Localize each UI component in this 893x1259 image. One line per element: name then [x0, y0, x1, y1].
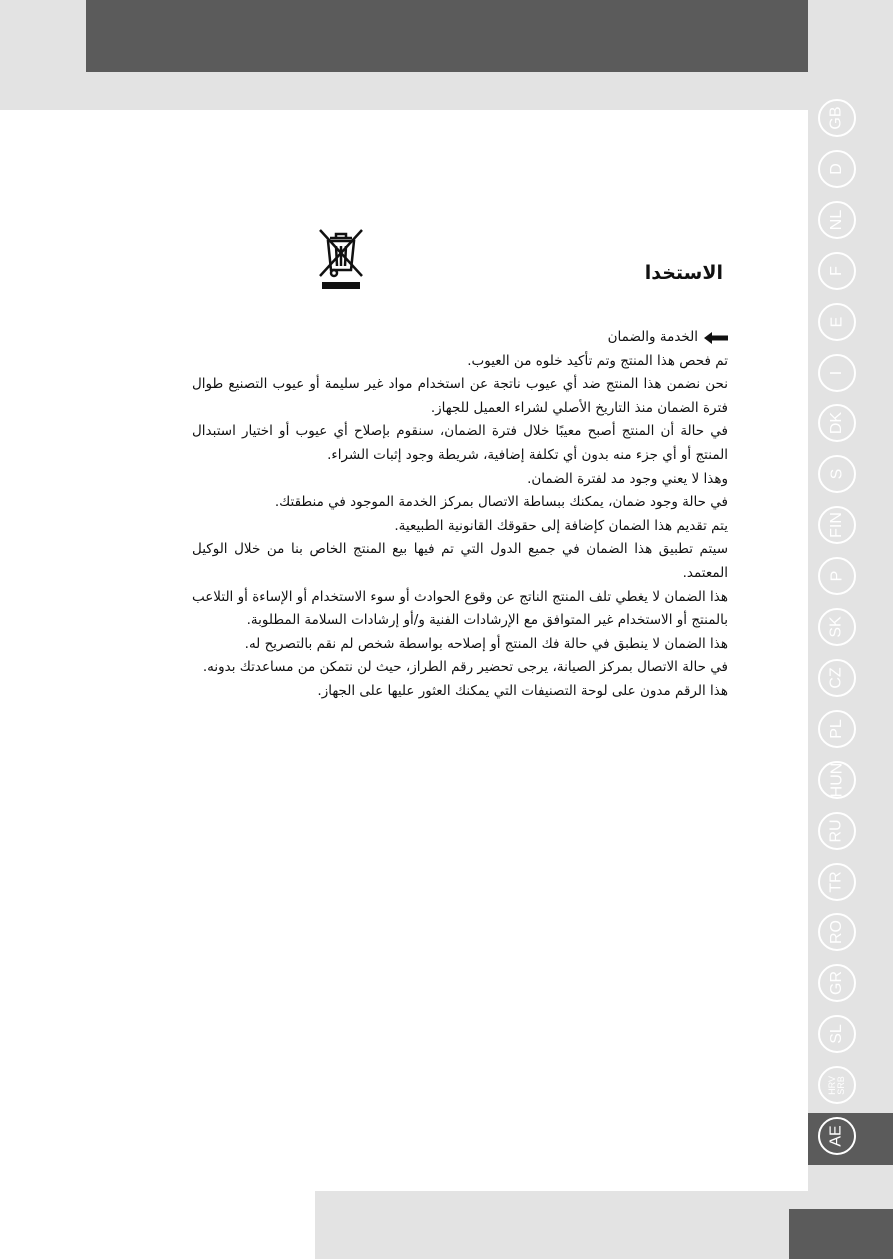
section-title	[192, 326, 728, 350]
paragraph: في حالة الاتصال بمركز الصيانة، يرجى تحضير رقم الطراز، حيث لن نتمكن من مساعدتك بدونه.	[202, 659, 728, 676]
language-tab-hrv-srb[interactable]	[818, 1066, 856, 1104]
language-tab-hun[interactable]	[818, 761, 856, 799]
language-tab-ru[interactable]	[818, 812, 856, 850]
paragraph: في حالة أن المنتج أصبح معيبًا خلال فترة الضمان، سنقوم بإصلاح أي عيوب أو اختيار استبدال المنتج أو أي جزء منه بدون أي تكلفة إضافية، شريطة وجود إثبات الشراء.	[192, 423, 728, 463]
paragraph: هذا الضمان لا ينطبق في حالة فك المنتج أو إصلاحه بواسطة شخص لم نقم بالتصريح له.	[244, 635, 728, 652]
warranty-text	[192, 326, 728, 704]
language-tab-label: GR	[828, 971, 845, 996]
language-tab-label: TR	[827, 870, 845, 893]
paragraph: هذا الرقم مدون على لوحة التصنيفات التي يمكنك العثور عليها على الجهاز.	[317, 682, 728, 699]
paragraph: نحن نضمن هذا المنتج ضد أي عيوب ناتجة عن استخدام مواد غير سليمة أو عيوب التصنيع طوال فترة الضمان منذ التاريخ الأصلي لشراء العميل للجهاز.	[192, 376, 728, 416]
language-tab-i[interactable]	[818, 354, 856, 392]
language-tab-label: P	[827, 570, 845, 582]
crossed-out-wheelie-bin-icon	[316, 226, 366, 292]
section-title-text: الخدمة والضمان	[607, 329, 698, 345]
paragraph: تم فحص هذا المنتج وتم تأكيد خلوه من العيوب.	[467, 352, 728, 369]
language-tab-nl[interactable]	[818, 201, 856, 239]
language-tab-tr[interactable]	[818, 863, 856, 901]
language-tab-ae[interactable]	[818, 1117, 856, 1155]
page-number-box	[789, 1209, 893, 1259]
paragraph: سيتم تطبيق هذا الضمان في جميع الدول التي تم فيها بيع المنتج الخاص بنا من خلال الوكيل المعتمد.	[192, 541, 728, 581]
language-tab-sk[interactable]	[818, 608, 856, 646]
language-tab-label: HUN	[828, 762, 846, 798]
footer-bar	[315, 1191, 808, 1259]
language-tab-label: PL	[827, 719, 845, 739]
language-tab-label: SL	[827, 1024, 845, 1044]
header-bar	[86, 0, 808, 72]
paragraph: في حالة وجود ضمان، يمكنك ببساطة الاتصال بمركز الخدمة الموجود في منطقتك.	[274, 494, 728, 511]
paragraph: هذا الضمان لا يغطي تلف المنتج الناتج عن وقوع الحوادث أو سوء الاستخدام أو الإساءة أو التلاعب بالمنتج أو الاستخدام غير المتوافق مع الإرشادات الفنية و/أو إرشادات السلامة المطلوبة.	[192, 588, 728, 629]
language-tab-label: FIN	[828, 512, 845, 539]
language-tab-label: GB	[828, 106, 845, 130]
language-tab-cz[interactable]	[818, 659, 856, 697]
language-tab-label: E	[827, 316, 845, 327]
arrow-left-icon	[704, 332, 728, 344]
language-tab-label: SK	[828, 616, 845, 638]
page-heading: الاستخدا	[644, 262, 723, 284]
language-tab-f[interactable]	[818, 252, 856, 290]
language-tab-gb[interactable]	[818, 99, 856, 137]
language-tab-pl[interactable]	[818, 710, 856, 748]
language-tab-label: I	[827, 370, 845, 375]
language-tab-d[interactable]	[818, 150, 856, 188]
paragraph: وهذا لا يعني وجود مد لفترة الضمان.	[527, 470, 728, 487]
language-tab-label: NL	[827, 209, 845, 231]
language-tab-label: D	[828, 163, 845, 175]
language-tab-label: S	[827, 468, 845, 480]
language-tab-e[interactable]	[818, 303, 856, 341]
language-tab-sl[interactable]	[818, 1015, 856, 1053]
language-tab-label: F	[828, 265, 845, 276]
paragraph: يتم تقديم هذا الضمان كإضافة إلى حقوقك القانونية الطبيعية.	[394, 517, 728, 534]
language-tab-label: RU	[827, 819, 845, 843]
language-tab-label: AE	[828, 1125, 845, 1147]
language-tab-label: CZ	[827, 667, 845, 689]
language-tab-fin[interactable]	[818, 506, 856, 544]
language-tab-label: DK	[827, 412, 845, 435]
language-tab-label: HRV SRB	[826, 1075, 846, 1095]
language-tab-p[interactable]	[818, 557, 856, 595]
language-tab-label: RO	[828, 920, 845, 945]
